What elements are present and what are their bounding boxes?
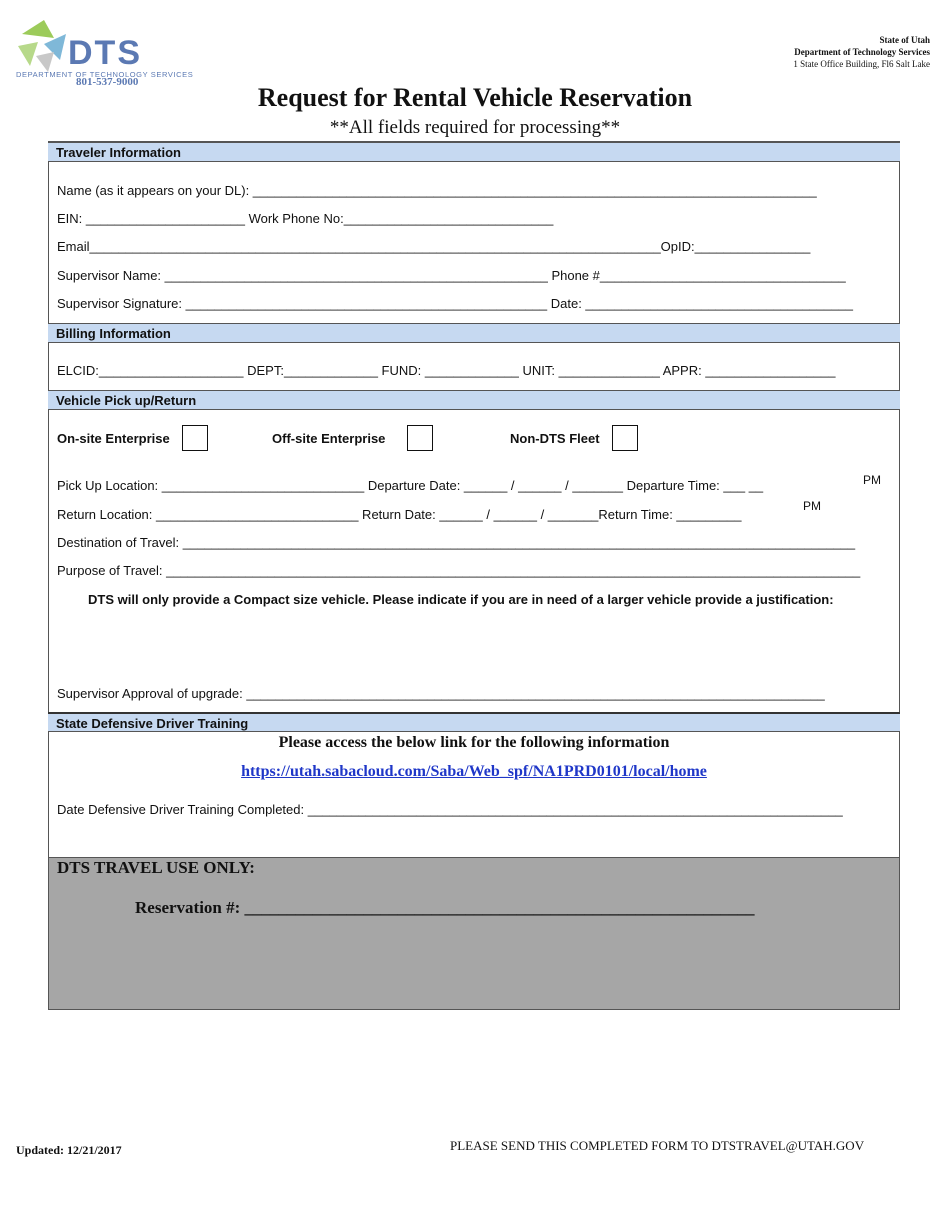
form-subtitle: **All fields required for processing** xyxy=(329,117,621,138)
billing-fields[interactable]: ELCID:____________________ DEPT:_____________ FUND: _____________ UNIT: ______________ APPR: __________________ xyxy=(57,363,836,378)
section-traveler-heading: Traveler Information xyxy=(48,142,900,162)
traveler-name-field[interactable]: Name (as it appears on your DL): ______________________________________________________________________________ xyxy=(57,183,817,198)
section-billing-heading: Billing Information xyxy=(48,323,900,343)
offsite-enterprise-label: Off-site Enterprise xyxy=(272,431,386,446)
non-dts-fleet-checkbox[interactable] xyxy=(612,425,638,451)
logo-leaf-icon xyxy=(14,16,74,76)
logo-phone: 801-537-9000 xyxy=(76,76,139,88)
destination-field[interactable]: Destination of Travel: _____________________________________________________________________________________________ xyxy=(57,535,856,550)
training-completed-field[interactable]: Date Defensive Driver Training Completed: __________________________________________________________________________ xyxy=(57,802,843,817)
offsite-enterprise-checkbox[interactable] xyxy=(407,425,433,451)
send-instructions: PLEASE SEND THIS COMPLETED FORM TO DTSTRAVEL@UTAH.GOV xyxy=(450,1138,865,1153)
upgrade-approval-field[interactable]: Supervisor Approval of upgrade: ________________________________________________________________________________ xyxy=(57,686,825,701)
agency-address: 1 State Office Building, Fl6 Salt Lake xyxy=(793,59,930,69)
return-fields[interactable]: Return Location: ____________________________ Return Date: ______ / ______ / _______Return Time: _________ xyxy=(57,507,742,522)
pickup-fields[interactable]: Pick Up Location: ____________________________ Departure Date: ______ / ______ / _______ Departure Time: ___ __ xyxy=(57,478,764,493)
pickup-pm-label: PM xyxy=(863,473,881,487)
non-dts-fleet-label: Non-DTS Fleet xyxy=(510,431,600,446)
agency-address-block xyxy=(793,34,930,70)
office-use-title: DTS TRAVEL USE ONLY: xyxy=(57,858,255,877)
supervisor-name-phone-fields[interactable]: Supervisor Name: _____________________________________________________ Phone #__________________________________ xyxy=(57,268,846,283)
email-opid-fields[interactable]: Email_______________________________________________________________________________OpID:________________ xyxy=(57,239,811,254)
logo-wordmark: DTS xyxy=(68,34,142,72)
logo-subtitle: DEPARTMENT OF TECHNOLOGY SERVICES xyxy=(16,70,194,79)
compact-vehicle-note: DTS will only provide a Compact size vehicle. Please indicate if you are in need of a larger vehicle provide a justification: xyxy=(88,592,834,607)
form-title: Request for Rental Vehicle Reservation xyxy=(257,83,693,112)
section-training-heading: State Defensive Driver Training xyxy=(48,712,900,732)
reservation-number-field[interactable]: Reservation #: ____________________________________________________________ xyxy=(135,898,755,917)
agency-department: Department of Technology Services xyxy=(794,47,930,57)
purpose-field[interactable]: Purpose of Travel: ________________________________________________________________________________________________ xyxy=(57,563,861,578)
ein-phone-fields[interactable]: EIN: ______________________ Work Phone No:_____________________________ xyxy=(57,211,554,226)
return-pm-label: PM xyxy=(803,499,821,513)
training-link[interactable]: https://utah.sabacloud.com/Saba/Web_spf/NA1PRD0101/local/home xyxy=(241,763,707,780)
office-use-panel xyxy=(48,857,900,1010)
section-vehicle-heading: Vehicle Pick up/Return xyxy=(48,390,900,410)
onsite-enterprise-label: On-site Enterprise xyxy=(57,431,170,446)
updated-date: Updated: 12/21/2017 xyxy=(16,1143,122,1157)
onsite-enterprise-checkbox[interactable] xyxy=(182,425,208,451)
training-info-text: Please access the below link for the following information xyxy=(278,734,670,751)
agency-state: State of Utah xyxy=(879,35,930,45)
supervisor-signature-date-fields[interactable]: Supervisor Signature: __________________________________________________ Date: _____________________________________ xyxy=(57,296,853,311)
